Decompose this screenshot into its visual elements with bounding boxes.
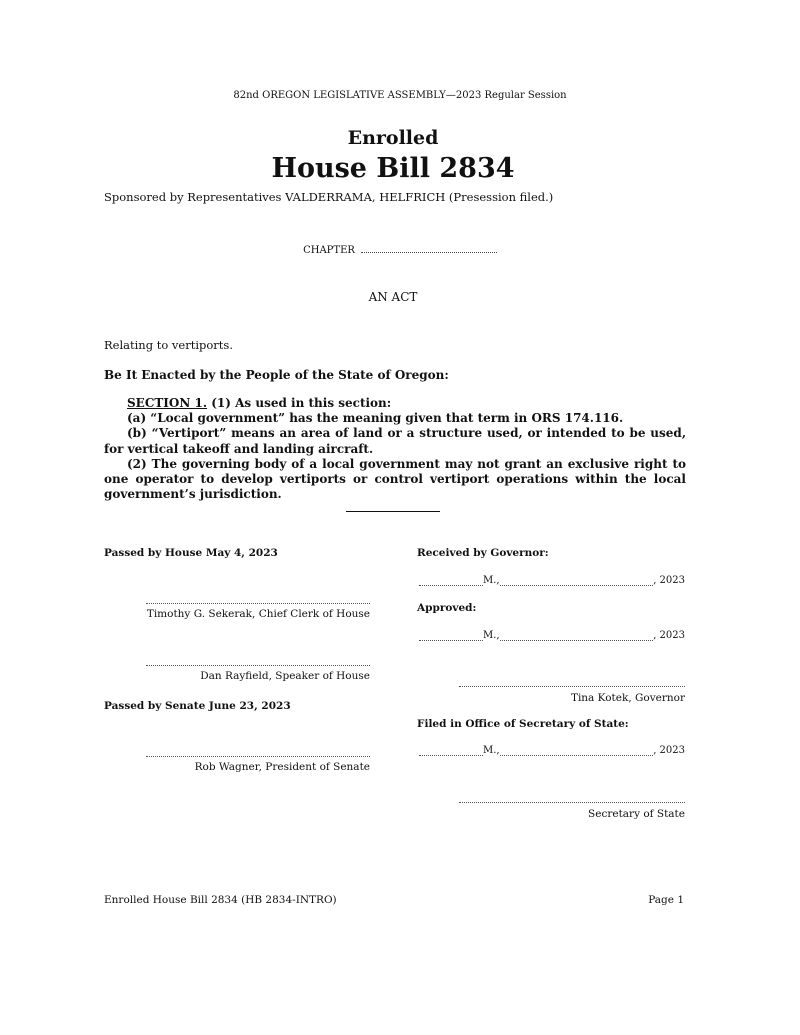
enacting-clause: Be It Enacted by the People of the State of Oregon: xyxy=(104,368,449,382)
section-1-p1: (1) As used in this section: xyxy=(207,396,392,410)
approved-year: , 2023 xyxy=(653,630,685,641)
section-label: SECTION 1. xyxy=(127,396,208,410)
section-1-p2: (a) “Local government” has the meaning given that term in ORS 174.116. xyxy=(127,411,624,426)
filed-label: Filed in Office of Secretary of State: xyxy=(417,718,629,730)
secretary-name: Secretary of State xyxy=(588,808,685,820)
chapter-line xyxy=(0,245,800,256)
end-rule xyxy=(346,511,440,512)
clerk-signature-line xyxy=(146,603,370,604)
passed-house-label: Passed by House May 4, 2023 xyxy=(104,547,278,559)
filed-time-blank xyxy=(419,746,483,756)
received-date-blank xyxy=(500,576,654,586)
received-m-label: M., xyxy=(483,575,500,586)
filed-m-label: M., xyxy=(483,745,500,756)
bill-title: House Bill 2834 xyxy=(271,153,515,184)
relating-clause: Relating to vertiports. xyxy=(104,338,233,352)
president-name: Rob Wagner, President of Senate xyxy=(194,761,370,773)
received-date-line xyxy=(419,575,685,586)
secretary-signature-line xyxy=(459,802,685,803)
approved-m-label: M., xyxy=(483,630,500,641)
sponsor-line: Sponsored by Representatives VALDERRAMA, HELFRICH (Presession filed.) xyxy=(104,190,554,204)
received-time-blank xyxy=(419,576,483,586)
chapter-label: CHAPTER xyxy=(303,245,355,256)
session-header: 82nd OREGON LEGISLATIVE ASSEMBLY—2023 Regular Session xyxy=(233,90,567,101)
footer-bill-reference: Enrolled House Bill 2834 (HB 2834-INTRO) xyxy=(104,894,337,906)
governor-name: Tina Kotek, Governor xyxy=(570,692,685,704)
chapter-blank xyxy=(361,252,497,253)
act-heading: AN ACT xyxy=(368,290,418,304)
section-1 xyxy=(104,396,686,502)
filed-date-line xyxy=(419,745,685,756)
approved-date-blank xyxy=(500,631,654,641)
speaker-name: Dan Rayfield, Speaker of House xyxy=(200,670,370,682)
filed-year: , 2023 xyxy=(653,745,685,756)
section-1-intro xyxy=(104,396,686,411)
approved-label: Approved: xyxy=(417,602,477,614)
page-number: Page 1 xyxy=(648,894,684,906)
received-year: , 2023 xyxy=(653,575,685,586)
governor-signature-line xyxy=(459,686,685,687)
received-by-governor-label: Received by Governor: xyxy=(417,547,549,559)
passed-senate-label: Passed by Senate June 23, 2023 xyxy=(104,700,291,712)
approved-date-line xyxy=(419,630,685,641)
section-1-p4: (2) The governing body of a local government may not grant an exclusive right to one operator to develop vertiports or control vertiport operations within the local government’s jurisdiction. xyxy=(104,456,686,502)
document-type: Enrolled xyxy=(347,127,439,149)
president-signature-line xyxy=(146,756,370,757)
clerk-name: Timothy G. Sekerak, Chief Clerk of House xyxy=(146,608,370,620)
approved-time-blank xyxy=(419,631,483,641)
filed-date-blank xyxy=(500,746,654,756)
section-1-p3: (b) “Vertiport” means an area of land or a structure used, or intended to be used, for vertical takeoff and landing aircraft. xyxy=(104,426,686,456)
speaker-signature-line xyxy=(146,665,370,666)
